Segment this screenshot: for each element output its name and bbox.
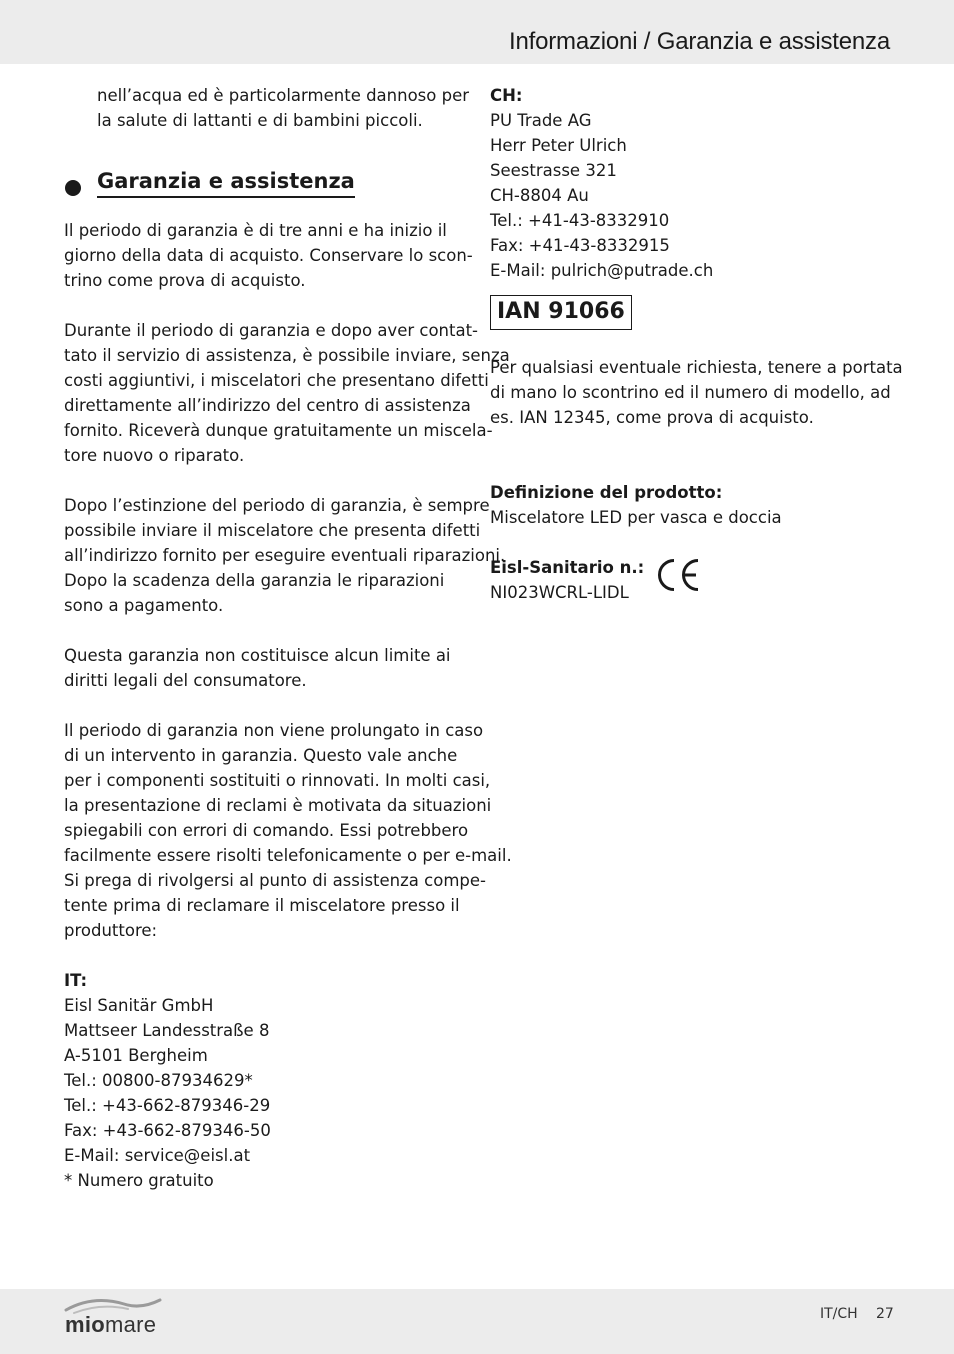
section-heading xyxy=(64,170,464,218)
text-line: Questa garanzia non costituisce alcun limite ai xyxy=(64,646,451,665)
address-line: Eisl Sanitär GmbH xyxy=(64,996,214,1015)
text-line: trino come prova di acquisto. xyxy=(64,271,306,290)
text-line: di un intervento in garanzia. Questo vale anche xyxy=(64,746,458,765)
text-line: Dopo l’estinzione del periodo di garanzia, è sempre xyxy=(64,496,490,515)
text-line: costi aggiuntivi, i miscelatori che presentano difetti xyxy=(64,371,489,390)
text-line: tato il servizio di assistenza, è possibile inviare, senza xyxy=(64,346,510,365)
paragraph xyxy=(490,355,903,430)
text-line: diritti legali del consumatore. xyxy=(64,671,307,690)
intro-line: la salute di lattanti e di bambini piccoli. xyxy=(97,111,423,130)
service-address-ch xyxy=(490,83,890,283)
brand-light: mare xyxy=(105,1312,157,1337)
text-line: fornito. Riceverà dunque gratuitamente un miscela- xyxy=(64,421,493,440)
definition-value: Miscelatore LED per vasca e doccia xyxy=(490,508,782,527)
address-line: PU Trade AG xyxy=(490,111,592,130)
ce-mark-icon xyxy=(654,557,702,593)
country-code: IT/CH xyxy=(820,1306,858,1322)
text-line: Dopo la scadenza della garanzia le riparazioni xyxy=(64,571,445,590)
text-line: Il periodo di garanzia è di tre anni e ha inizio il xyxy=(64,221,447,240)
brand-bold: mio xyxy=(65,1312,106,1337)
address-line: Seestrasse 321 xyxy=(490,161,617,180)
address-line: A-5101 Bergheim xyxy=(64,1046,208,1065)
page-title: Informazioni / Garanzia e assistenza xyxy=(509,28,890,55)
text-line: produttore: xyxy=(64,921,158,940)
address-line: CH-8804 Au xyxy=(490,186,589,205)
text-line: Il periodo di garanzia non viene prolungato in caso xyxy=(64,721,484,740)
page-number: 27 xyxy=(876,1306,894,1322)
page-header xyxy=(0,0,954,64)
definition-label: Definizione del prodotto: xyxy=(490,483,723,502)
email-link[interactable]: E-Mail: service@eisl.at xyxy=(64,1146,251,1165)
text-line: per i componenti sostituiti o rinnovati. In molti casi, xyxy=(64,771,491,790)
text-line: direttamente all’indirizzo del centro di assistenza xyxy=(64,396,471,415)
text-line: Si prega di rivolgersi al punto di assistenza compe- xyxy=(64,871,486,890)
address-label: CH: xyxy=(490,86,523,105)
paragraph xyxy=(64,493,506,618)
footnote: * Numero gratuito xyxy=(64,1171,214,1190)
address-line: Mattseer Landesstraße 8 xyxy=(64,1021,270,1040)
address-line: Fax: +43-662-879346-50 xyxy=(64,1121,271,1140)
address-label: IT: xyxy=(64,971,88,990)
text-line: es. IAN 12345, come prova di acquisto. xyxy=(490,408,814,427)
text-line: possibile inviare il miscelatore che presenta difetti xyxy=(64,521,481,540)
paragraph xyxy=(64,218,473,293)
paragraph xyxy=(64,718,512,943)
text-line: tente prima di reclamare il miscelatore presso il xyxy=(64,896,460,915)
text-line: sono a pagamento. xyxy=(64,596,224,615)
address-line: Tel.: +43-662-879346-29 xyxy=(64,1096,271,1115)
email-link[interactable]: E-Mail: pulrich@putrade.ch xyxy=(490,261,714,280)
text-line: facilmente essere risolti telefonicamente o per e-mail. xyxy=(64,846,512,865)
address-line: Tel.: 00800-87934629* xyxy=(64,1071,253,1090)
text-line: Durante il periodo di garanzia e dopo aver contat- xyxy=(64,321,478,340)
brand-wordmark xyxy=(65,1312,156,1338)
intro-line: nell’acqua ed è particolarmente dannoso per xyxy=(97,86,470,105)
ian-box: IAN 91066 xyxy=(490,295,632,330)
brand-logo xyxy=(64,1296,174,1342)
text-line: di mano lo scontrino ed il numero di modello, ad xyxy=(490,383,891,402)
text-line: la presentazione di reclami è motivata da situazioni xyxy=(64,796,492,815)
model-label: Eisl-Sanitario n.: xyxy=(490,558,645,577)
text-line: tore nuovo o riparato. xyxy=(64,446,245,465)
text-line: Per qualsiasi eventuale richiesta, tenere a portata xyxy=(490,358,903,377)
address-line: Fax: +41-43-8332915 xyxy=(490,236,670,255)
address-line: Tel.: +41-43-8332910 xyxy=(490,211,670,230)
left-column xyxy=(64,83,512,1193)
service-address-it xyxy=(64,968,464,1193)
bullet-icon xyxy=(65,180,81,196)
model-value: NI023WCRL-LIDL xyxy=(490,583,629,602)
text-line: all’indirizzo fornito per eseguire eventuali riparazioni. xyxy=(64,546,506,565)
section-heading-text: Garanzia e assistenza xyxy=(97,169,355,198)
model-number-row xyxy=(490,555,890,605)
address-line: Herr Peter Ulrich xyxy=(490,136,627,155)
text-line: giorno della data di acquisto. Conservare lo scon- xyxy=(64,246,473,265)
paragraph xyxy=(64,643,464,693)
text-line: spiegabili con errori di comando. Essi potrebbero xyxy=(64,821,469,840)
right-column xyxy=(490,83,903,605)
paragraph xyxy=(64,318,510,468)
